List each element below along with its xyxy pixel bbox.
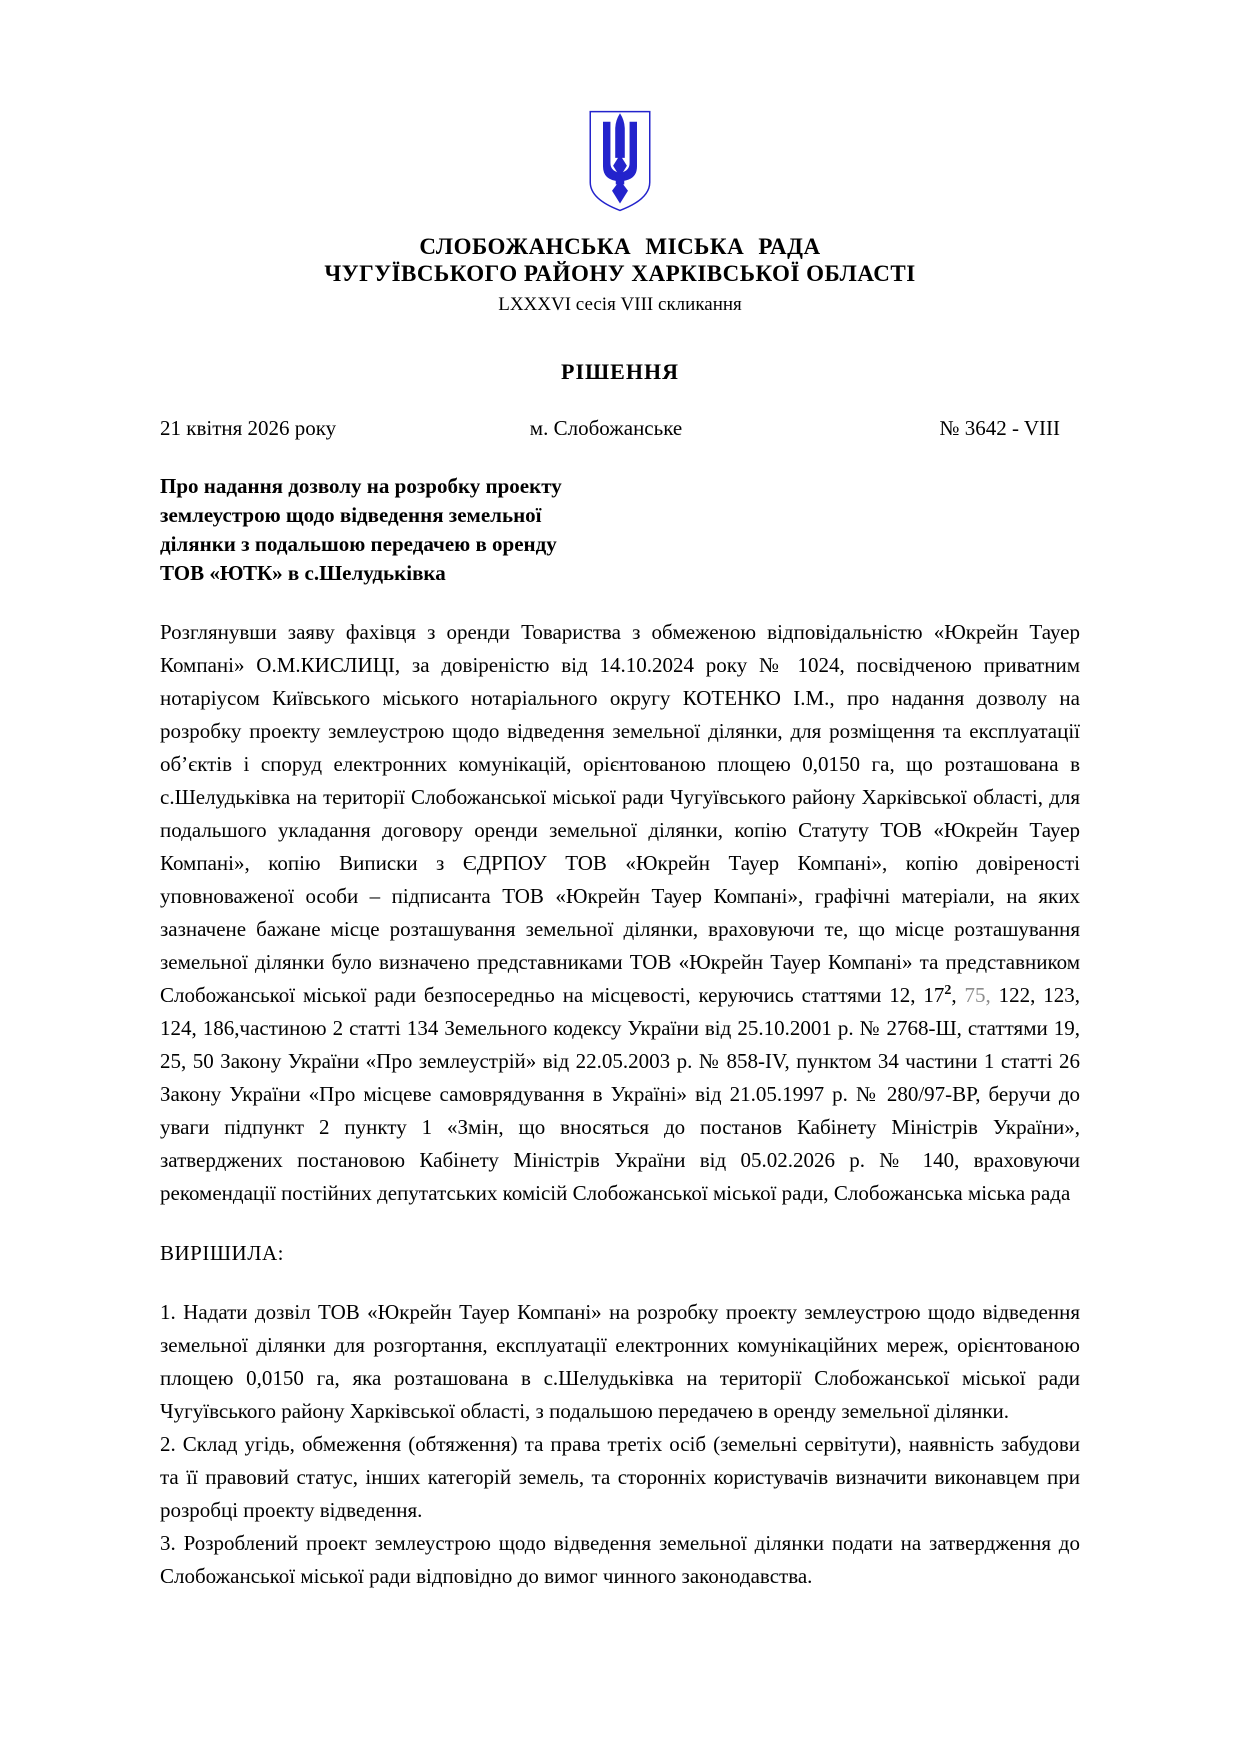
resolved-heading: ВИРІШИЛА: xyxy=(160,1241,284,1265)
session-line: LXXXVI сесія VIII скликання xyxy=(498,294,742,315)
resolution-item-3: 3. Розроблений проект землеустрою щодо відведення земельної ділянки подати на затвердження до Слобожанської міської ради відповідно до вимог чинного законодавства. xyxy=(160,1531,1080,1588)
article-superscript: 2 xyxy=(944,983,952,998)
decision-date: 21 квітня 2026 року xyxy=(160,416,337,440)
document-type-title: РІШЕННЯ xyxy=(561,359,679,384)
preamble-text-part1: Розглянувши заяву фахівця з оренди Товариства з обмеженою відповідальністю «Юкрейн Тауер Компані» О.М.КИСЛИЦІ, за довіреністю від 14.10.2024 року № 1024, посвідченою приватним нотаріусом Київського міського нотаріального округу КОТЕНКО І.М., про надання дозволу на розробку проекту землеустрою щодо відведення земельної ділянки, для розміщення та експлуатації об’єктів і споруд електронних комунікацій, орієнтованою площею 0,0150 га, що розташована в с.Шелудьківка на території Слобожанської міської ради Чугуївського району Харківської області, для подальшого укладання договору оренди земельної ділянки, копію Статуту ТОВ «Юкрейн Тауер Компані», копію Виписки з ЄДРПОУ ТОВ «Юкрейн Тауер Компані», копію довіреності уповноваженої особи – підписанта ТОВ «Юкрейн Тауер Компані», графічні матеріали, на яких зазначене бажане місце розташування земельної ділянки, враховуючи те, що місце розташування земельної ділянки було визначено представниками ТОВ «Юкрейн Тауер Компані» та представником Слобожанської міської ради безпосередньо на місцевості, керуючись статтями 12, 17 xyxy=(160,620,1080,1007)
org-name xyxy=(160,233,1080,287)
decision-number: № 3642 - VIII xyxy=(939,416,1060,440)
decision-place: м. Слобожанське xyxy=(529,416,683,440)
preamble-paragraph xyxy=(160,616,1080,1210)
meta-row xyxy=(160,416,1080,441)
subject-line: землеустрою щодо відведення земельної xyxy=(160,503,542,527)
preamble-text-part2: , xyxy=(951,983,965,1007)
resolution-item-2: 2. Склад угідь, обмеження (обтяження) та права третіх осіб (земельні сервітути), наявність забудови та її правовий статус, інших категорій земель, та сторонніх користувачів визначити виконавцем при розробці проекту відведення. xyxy=(160,1432,1080,1522)
resolution-item-1: 1. Надати дозвіл ТОВ «Юкрейн Тауер Компані» на розробку проекту землеустрою щодо відведення земельної ділянки для розгортання, експлуатації електронних комунікаційних мереж, орієнтованою площею 0,0150 га, яка розташована в с.Шелудьківка на території Слобожанської міської ради Чугуївського району Харківської області, з подальшою передачею в оренду земельної ділянки. xyxy=(160,1300,1080,1423)
subject-block xyxy=(160,472,1080,588)
subject-line: ТОВ «ЮТК» в с.Шелудьківка xyxy=(160,561,446,585)
emblem-container xyxy=(160,110,1080,217)
grey-article-reference: 75, xyxy=(964,983,991,1007)
preamble-text-part3: 122, 123, 124, 186,частиною 2 статті 134 Земельного кодексу України від 25.10.2001 р. № 2768-Ш, статтями 19, 25, 50 Закону України «Про землеустрій» від 22.05.2003 р. № 858-IV, пунктом 34 частини 1 статті 26 Закону України «Про місцеве самоврядування в Україні» від 21.05.1997 р. № 280/97-ВР, беручи до уваги підпункт 2 пункту 1 «Змін, що вносяться до постанов Кабінету Міністрів України», затверджених постановою Кабінету Міністрів України від 05.02.2026 р. № 140, враховуючи рекомендації постійних депутатських комісій Слобожанської міської ради, Слобожанська міська рада xyxy=(160,983,1081,1205)
subject-line: Про надання дозволу на розробку проекту xyxy=(160,474,562,498)
subject-line: ділянки з подальшою передачею в оренду xyxy=(160,532,557,556)
resolution-items xyxy=(160,1296,1080,1593)
org-name-line2: ЧУГУЇВСЬКОГО РАЙОНУ ХАРКІВСЬКОЇ ОБЛАСТІ xyxy=(324,261,916,286)
org-name-line1: СЛОБОЖАНСЬКА МІСЬКА РАДА xyxy=(419,234,821,259)
ukraine-trident-emblem-icon xyxy=(588,199,652,216)
